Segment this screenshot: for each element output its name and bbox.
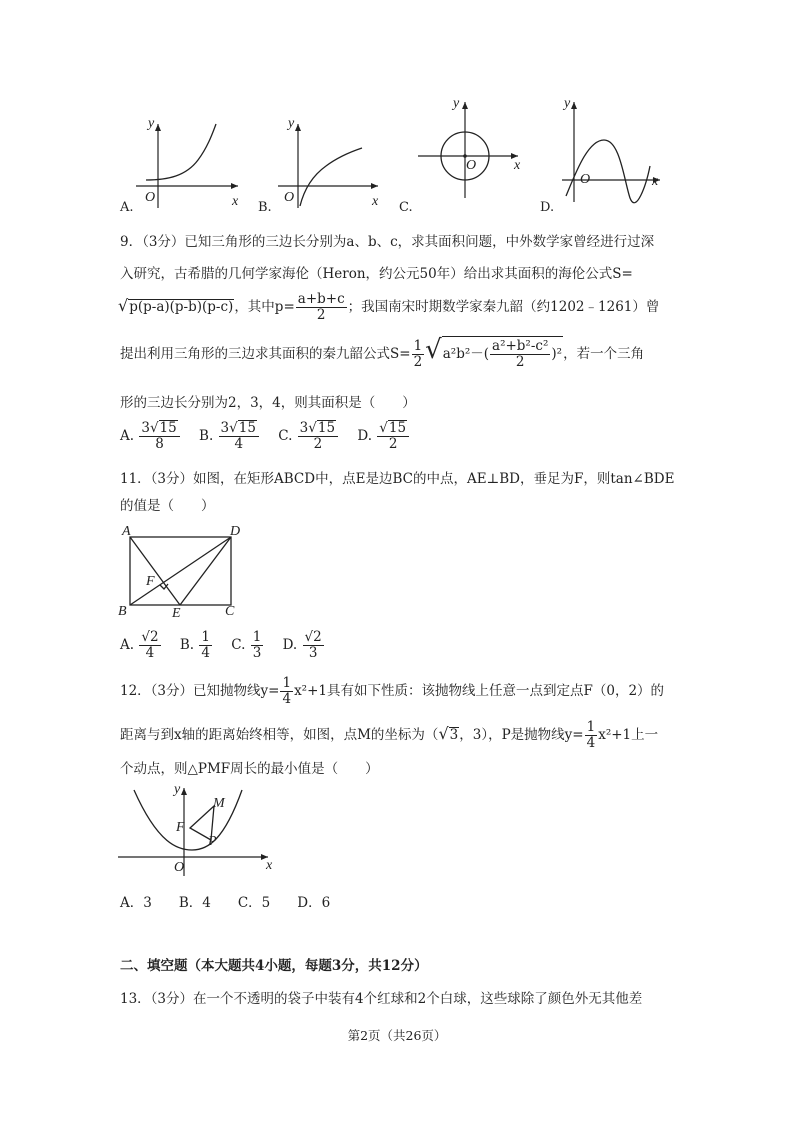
point-c-label: C [225, 604, 235, 619]
q9-line5: 形的三边长分别为2，3，4，则其面积是（ ） [120, 395, 416, 411]
graph-a-origin: O [145, 190, 156, 205]
graph-a-y-label: y [148, 116, 155, 131]
q11-choice-c: C. $\frac{1}{3}$ [231, 629, 262, 661]
qin-close: )² [551, 346, 563, 362]
point-a-label: A [122, 524, 131, 539]
q11-choices [120, 630, 325, 661]
qin-inner-num: a²+b²-c² [492, 338, 549, 354]
point-b-label: B [118, 604, 127, 619]
parabola-y-label: y [174, 782, 181, 797]
heron-radicand: p(p-a)(p-b)(p-c) [129, 299, 234, 315]
q11-line2: 的值是（ ） [120, 498, 215, 514]
p-denominator: 2 [316, 307, 326, 323]
graph-c [418, 102, 521, 198]
point-e-label: E [172, 606, 181, 621]
graph-d-x-label: x [652, 174, 659, 189]
graph-option-c: C. [399, 200, 413, 215]
q9-choice-b-label: B. [199, 427, 214, 444]
graph-option-a: A. [120, 200, 134, 215]
q9-line1: 9．（3分）已知三角形的三边长分别为a、b、c，求其面积问题，中外数学家曾经进行过深 [120, 234, 655, 250]
q9-choice-d-label: D. [357, 427, 372, 444]
qin-half-num: 1 [413, 338, 423, 354]
point-f-label-12: F [176, 820, 185, 835]
sqrt-sign: √ [118, 296, 129, 315]
q9-line4-tail: ，若一个三角 [563, 346, 645, 362]
p-numerator: a+b+c [297, 291, 345, 307]
graph-d [562, 102, 660, 203]
q13-line1: 13．（3分）在一个不透明的袋子中装有4个红球和2个白球，这些球除了颜色外无其他差 [120, 991, 643, 1007]
point-m-label: M [213, 796, 225, 811]
heron-mid-text: ，其中p= [234, 299, 295, 315]
q12-line2-c: x²+1上一 [598, 727, 659, 743]
q12-line2-a: 距离与到x轴的距离始终相等，如图，点M的坐标为（ [120, 727, 439, 743]
q11-choice-d: D. $\frac{√2}{3}$ [282, 629, 322, 661]
q9-choice-b: B. $\frac{3√15}{4}$ [199, 428, 260, 444]
parabola-svg [118, 780, 288, 880]
option-graphs [0, 90, 794, 220]
q9-line4-head: 提出利用三角形的三边求其面积的秦九韶公式S= [120, 346, 411, 362]
q11-line1: 11．（3分）如图，在矩形ABCD中，点E是边BC的中点，AE⊥BD，垂足为F，则tan∠BDE [120, 471, 675, 487]
q12-line1-b: x²+1具有如下性质：该抛物线上任意一点到定点F（0，2）的 [294, 683, 665, 699]
q9-line3 [118, 292, 659, 323]
qin-sqrt-sign: √ [425, 335, 442, 365]
graph-d-origin: O [580, 172, 591, 187]
page-footer: 第2页（共26页） [347, 1028, 447, 1043]
q12-frac-1: $\frac{1}{4}$ [282, 675, 292, 707]
graph-d-y-label: y [564, 96, 571, 111]
qin-inner-den: 2 [515, 354, 525, 370]
q12-line2-b: ，3），P是抛物线y= [459, 727, 584, 743]
q12-line3: 个动点，则△PMF周长的最小值是（ ） [120, 761, 379, 777]
q9-line4 [120, 336, 644, 370]
q12-line1-a: 12．（3分）已知抛物线y= [120, 683, 280, 699]
q11-choice-b: B. $\frac{1}{4}$ [179, 629, 210, 661]
q11-choice-a: A. $\frac{√2}{4}$ [120, 629, 159, 661]
p-fraction [296, 292, 347, 323]
graph-b-y-label: y [288, 116, 295, 131]
q9-choice-a-label: A. [120, 427, 135, 444]
graph-a-x-label: x [232, 194, 239, 209]
qin-half-fraction [412, 339, 425, 370]
q9-line3-tail: ；我国南宋时期数学家秦九韶（约1202﹣1261）曾 [347, 299, 660, 315]
graph-c-origin: O [466, 158, 477, 173]
q9-choice-a: A. $\frac{3√15}{8}$ [120, 428, 181, 444]
qin-ab: a²b²－( [442, 346, 490, 362]
section-2-heading: 二、填空题（本大题共4小题，每题3分，共12分） [120, 958, 428, 974]
graph-b-x-label: x [372, 194, 379, 209]
parabola-origin: O [174, 860, 185, 875]
graph-c-x-label: x [514, 158, 521, 173]
point-d-label: D [230, 524, 241, 539]
q9-choice-c: C. $\frac{3√15}{2}$ [278, 428, 339, 444]
parabola-figure [118, 780, 288, 880]
graph-option-d: D. [540, 200, 555, 215]
point-f-label: F [146, 574, 155, 589]
q12-line2: 距离与到x轴的距离始终相等，如图，点M的坐标为（√3，3），P是抛物线y= $\frac{1}{4}$ x²+1上一 [120, 719, 659, 751]
graph-option-b: B. [258, 200, 272, 215]
qin-half-den: 2 [413, 354, 423, 370]
q9-choice-d: D. $\frac{√15}{2}$ [357, 428, 410, 444]
q12-choices: A．3 B．4 C．5 D．6 [120, 895, 331, 911]
q12-frac-2: $\frac{1}{4}$ [586, 719, 596, 751]
rectangle-figure [110, 522, 260, 627]
qin-inner-fraction [490, 339, 550, 370]
q9-line2: 入研究，古希腊的几何学家海伦（Heron，约公元50年）给出求其面积的海伦公式S= [120, 266, 633, 282]
q9-choice-c-label: C. [278, 427, 293, 444]
q9-choices [120, 420, 410, 452]
parabola-x-label: x [266, 858, 273, 873]
graph-c-y-label: y [453, 96, 460, 111]
q12-line1 [120, 676, 664, 707]
graph-b-origin: O [284, 190, 295, 205]
point-p-label: P [208, 834, 217, 849]
qin-radicand [442, 336, 563, 370]
q12-sqrt3: 3 [449, 727, 459, 743]
